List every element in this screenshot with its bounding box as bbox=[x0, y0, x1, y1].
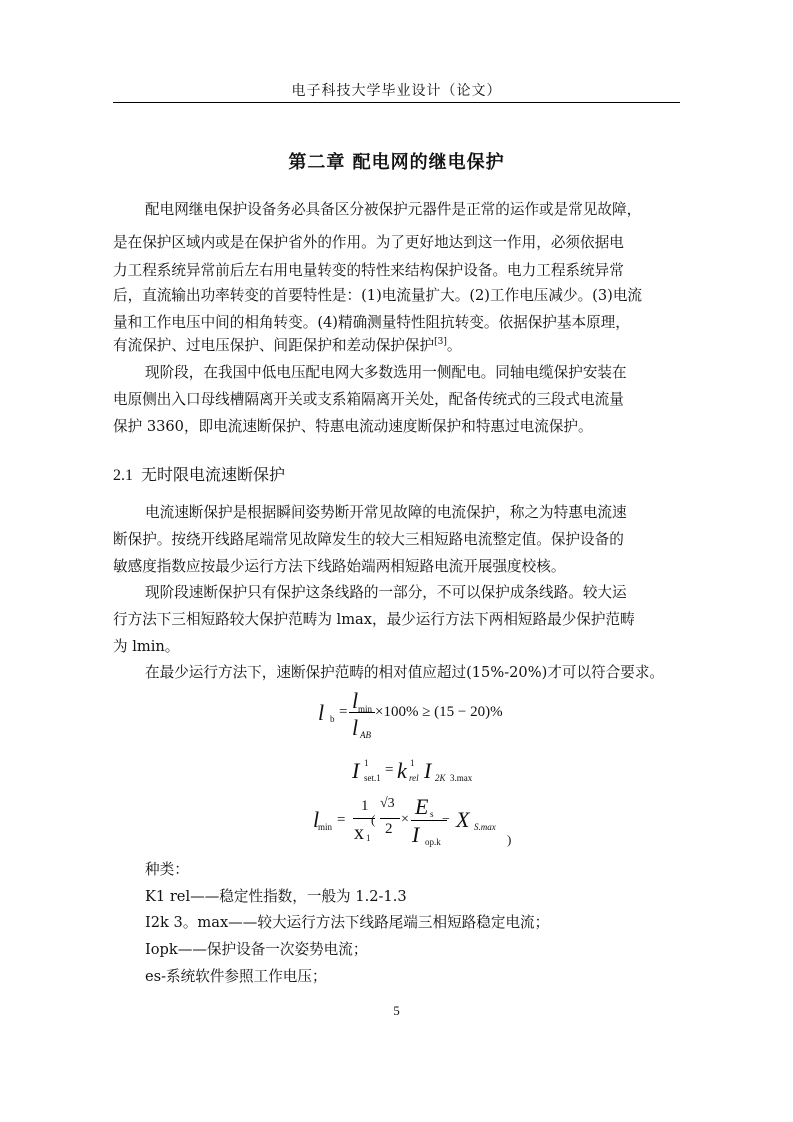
intro-line: 量和工作电压中间的相角转变。(4)精确测量特性阻抗转变。依据保护基本原理， bbox=[113, 314, 630, 331]
formula-sub: b bbox=[330, 714, 335, 724]
citation-ref: [3] bbox=[434, 337, 447, 347]
formula-op: = bbox=[339, 704, 348, 720]
fraction-bar bbox=[349, 712, 375, 713]
formula-var: x bbox=[354, 822, 364, 844]
body-line: 行方法下三相短路较大保护范畴为 lmax，最少运行方法下两相短路最少保护范畴 bbox=[113, 611, 635, 628]
formula-op: = bbox=[337, 812, 346, 828]
formula-sub: 1 bbox=[366, 833, 371, 843]
formula-sub: min bbox=[358, 704, 373, 714]
section-heading bbox=[113, 462, 285, 485]
section-number: 2.1 bbox=[113, 467, 133, 484]
formula-var: k bbox=[397, 758, 407, 783]
formula-sub: 2K bbox=[435, 773, 446, 783]
body-line: 为 lmin。 bbox=[113, 638, 180, 655]
formula-var: l bbox=[318, 700, 325, 725]
intro-line: 现阶段，在我国中低电压配电网大多数选用一侧配电。同轴电缆保护安装在 bbox=[145, 364, 627, 381]
body-line: 电流速断保护是根据瞬间姿势断开常见故障的电流保护，称之为特惠电流速 bbox=[145, 504, 627, 521]
intro-line-ref bbox=[113, 334, 461, 355]
intro-line: 配电网继电保护设备务必具备区分被保护元器件是正常的运作或是常见故障， bbox=[145, 201, 642, 218]
def-item: Iopk——保护设备一次姿势电流； bbox=[145, 941, 368, 958]
formula-op: − bbox=[442, 812, 450, 827]
formula-op: = bbox=[385, 762, 394, 778]
def-item: K1 rel——稳定性指数，一般为 1.2-1.3 bbox=[145, 888, 407, 905]
formula-sub: AB bbox=[360, 730, 371, 740]
formula-sup: 1 bbox=[364, 758, 369, 768]
formula-var: E bbox=[415, 794, 429, 819]
defs-heading: 种类： bbox=[145, 861, 189, 878]
intro-line: 后，直流输出功率转变的首要特性是：(1)电流量扩大。(2)工作电压减少。(3)电流 bbox=[113, 287, 643, 304]
formula-op: × bbox=[401, 812, 409, 827]
formula-num: 2 bbox=[385, 821, 393, 837]
formula-var: l bbox=[352, 715, 359, 740]
formula-var: X bbox=[456, 807, 470, 832]
formula-num: 1 bbox=[361, 798, 369, 814]
header-divider bbox=[113, 102, 680, 103]
fraction-bar bbox=[380, 818, 400, 819]
formula-paren: ) bbox=[507, 832, 512, 847]
formula-sqrt: √3 bbox=[380, 796, 395, 811]
section-title: 无时限电流速断保护 bbox=[141, 465, 286, 484]
formula-var: l bbox=[313, 807, 320, 832]
formula-sub: set.1 bbox=[364, 773, 381, 783]
formula-sup: 1 bbox=[410, 758, 415, 768]
formula-var: I bbox=[412, 822, 420, 847]
body-line: 现阶段速断保护只有保护这条线路的一部分，不可以保护成条线路。较大运 bbox=[145, 584, 627, 601]
formula-rest: ×100% ≥ (15 − 20)% bbox=[375, 704, 503, 720]
intro-text: 有流保护、过电压保护、间距保护和差动保护保护 bbox=[113, 337, 435, 354]
chapter-title: 第二章 配电网的继电保护 bbox=[288, 152, 505, 173]
formula-var: I bbox=[424, 758, 432, 783]
intro-line: 是在保护区域内或是在保护省外的作用。为了更好地达到这一作用，必须依据电 bbox=[113, 234, 624, 251]
formula-var: I bbox=[352, 758, 360, 783]
body-line: 在最少运行方法下，速断保护范畴的相对值应超过(15%-20%)才可以符合要求。 bbox=[145, 664, 665, 681]
running-header: 电子科技大学毕业设计（论文） bbox=[291, 83, 502, 99]
body-line: 断保护。按绕开线路尾端常见故障发生的较大三相短路电流整定值。保护设备的 bbox=[113, 531, 624, 548]
def-item: I2k 3。max——较大运行方法下线路尾端三相短路稳定电流； bbox=[145, 914, 550, 931]
intro-text-end: 。 bbox=[446, 337, 462, 354]
formula-sub: S.max bbox=[474, 822, 496, 832]
page-number: 5 bbox=[393, 1003, 400, 1018]
formula-sub: 3.max bbox=[450, 773, 473, 783]
intro-line: 保护 3360，即电流速断保护、特惠电流动速度断保护和特惠过电流保护。 bbox=[113, 418, 593, 435]
intro-line: 力工程系统异常前后左右用电量转变的特性来结构保护设备。电力工程系统异常 bbox=[113, 262, 624, 279]
body-line: 敏感度指数应按最少运行方法下线路始端两相短路电流开展强度校核。 bbox=[113, 558, 566, 575]
formula-sub: op.k bbox=[425, 837, 441, 847]
formula-sub: rel bbox=[409, 773, 419, 783]
formula-var: l bbox=[352, 688, 359, 713]
def-item: es-系统软件参照工作电压； bbox=[145, 968, 327, 985]
formula-paren: ( bbox=[371, 812, 376, 827]
formula-sub: min bbox=[318, 822, 333, 832]
formula-sub: s bbox=[430, 809, 434, 819]
intro-line: 电原侧出入口母线槽隔离开关或支系箱隔离开关处，配备传统式的三段式电流量 bbox=[113, 391, 624, 408]
